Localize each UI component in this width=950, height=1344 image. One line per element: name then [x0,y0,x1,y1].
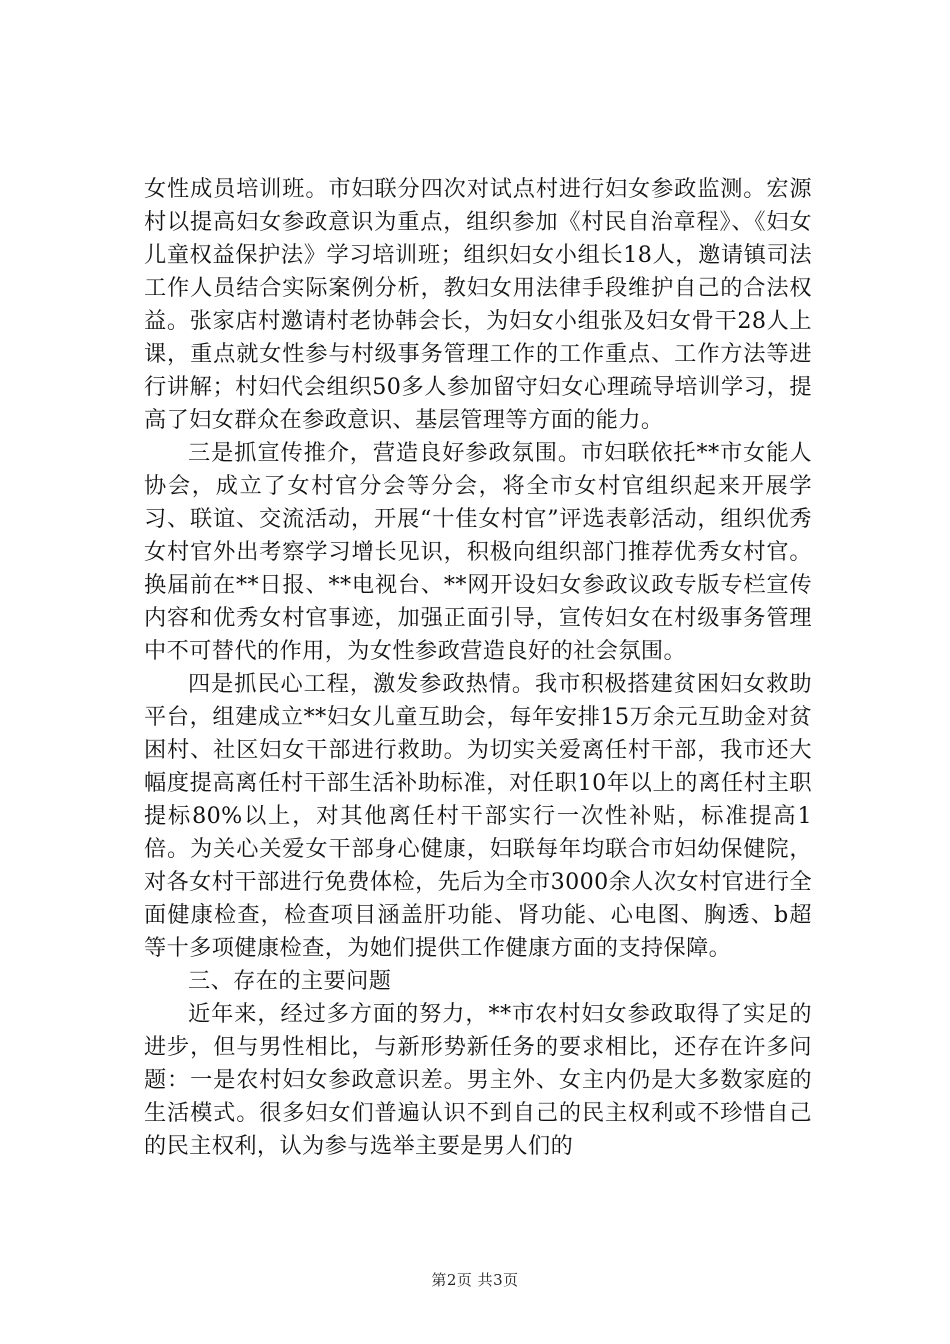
paragraph-continued-training: 女性成员培训班。市妇联分四次对试点村进行妇女参政监测。宏源村以提高妇女参政意识为重点，组织参加《村民自治章程》、《妇女儿童权益保护法》学习培训班；组织妇女小组长18人，邀请镇司法工作人员结合实际案例分析，教妇女用法律手段维护自己的合法权益。张家店村邀请村老协韩会长，为妇女小组张及妇女骨干28人上课，重点就女性参与村级事务管理工作的工作重点、工作方法等进行讲解；村妇代会组织50多人参加留守妇女心理疏导培训学习，提高了妇女群众在参政意识、基层管理等方面的能力。 [144,176,812,433]
paragraph-publicity: 三是抓宣传推介，营造良好参政氛围。市妇联依托**市女能人协会，成立了女村官分会等分会，将全市女村官组织起来开展学习、联谊、交流活动，开展“十佳女村官”评选表彰活动，组织优秀女村官外出考察学习增长见识，积极向组织部门推荐优秀女村官。换届前在**日报、**电视台、**网开设妇女参政议政专版专栏宣传内容和优秀女村官事迹，加强正面引导，宣传妇女在村级事务管理中不可替代的作用，为女性参政营造良好的社会氛围。 [144,440,812,664]
document-body [144,173,812,1163]
paragraph-problems: 近年来，经过多方面的努力，**市农村妇女参政取得了实足的进步，但与男性相比，与新形势新任务的要求相比，还存在许多问题：一是农村妇女参政意识差。男主外、女主内仍是大多数家庭的生活模式。很多妇女们普遍认识不到自己的民主权利或不珍惜自己的民主权利，认为参与选举主要是男人们的 [144,1001,812,1159]
section-heading-main-problems: 三、存在的主要问题 [188,968,392,994]
paragraph-welfare-projects: 四是抓民心工程，激发参政热情。我市积极搭建贫困妇女救助平台，组建成立**妇女儿童互助会，每年安排15万余元互助金对贫困村、社区妇女干部进行救助。为切实关爱离任村干部，我市还大幅度提高离任村干部生活补助标准，对任职10年以上的离任村主职提标80%以上，对其他离任村干部实行一次性补贴，标准提高1倍。为关心关爱女干部身心健康，妇联每年均联合市妇幼保健院，对各女村干部进行免费体检，先后为全市3000余人次女村官进行全面健康检查，检查项目涵盖肝功能、肾功能、心电图、胸透、b超等十多项健康检查，为她们提供工作健康方面的支持保障。 [144,671,812,961]
page-number-footer: 第2页 共3页 [431,1271,519,1289]
